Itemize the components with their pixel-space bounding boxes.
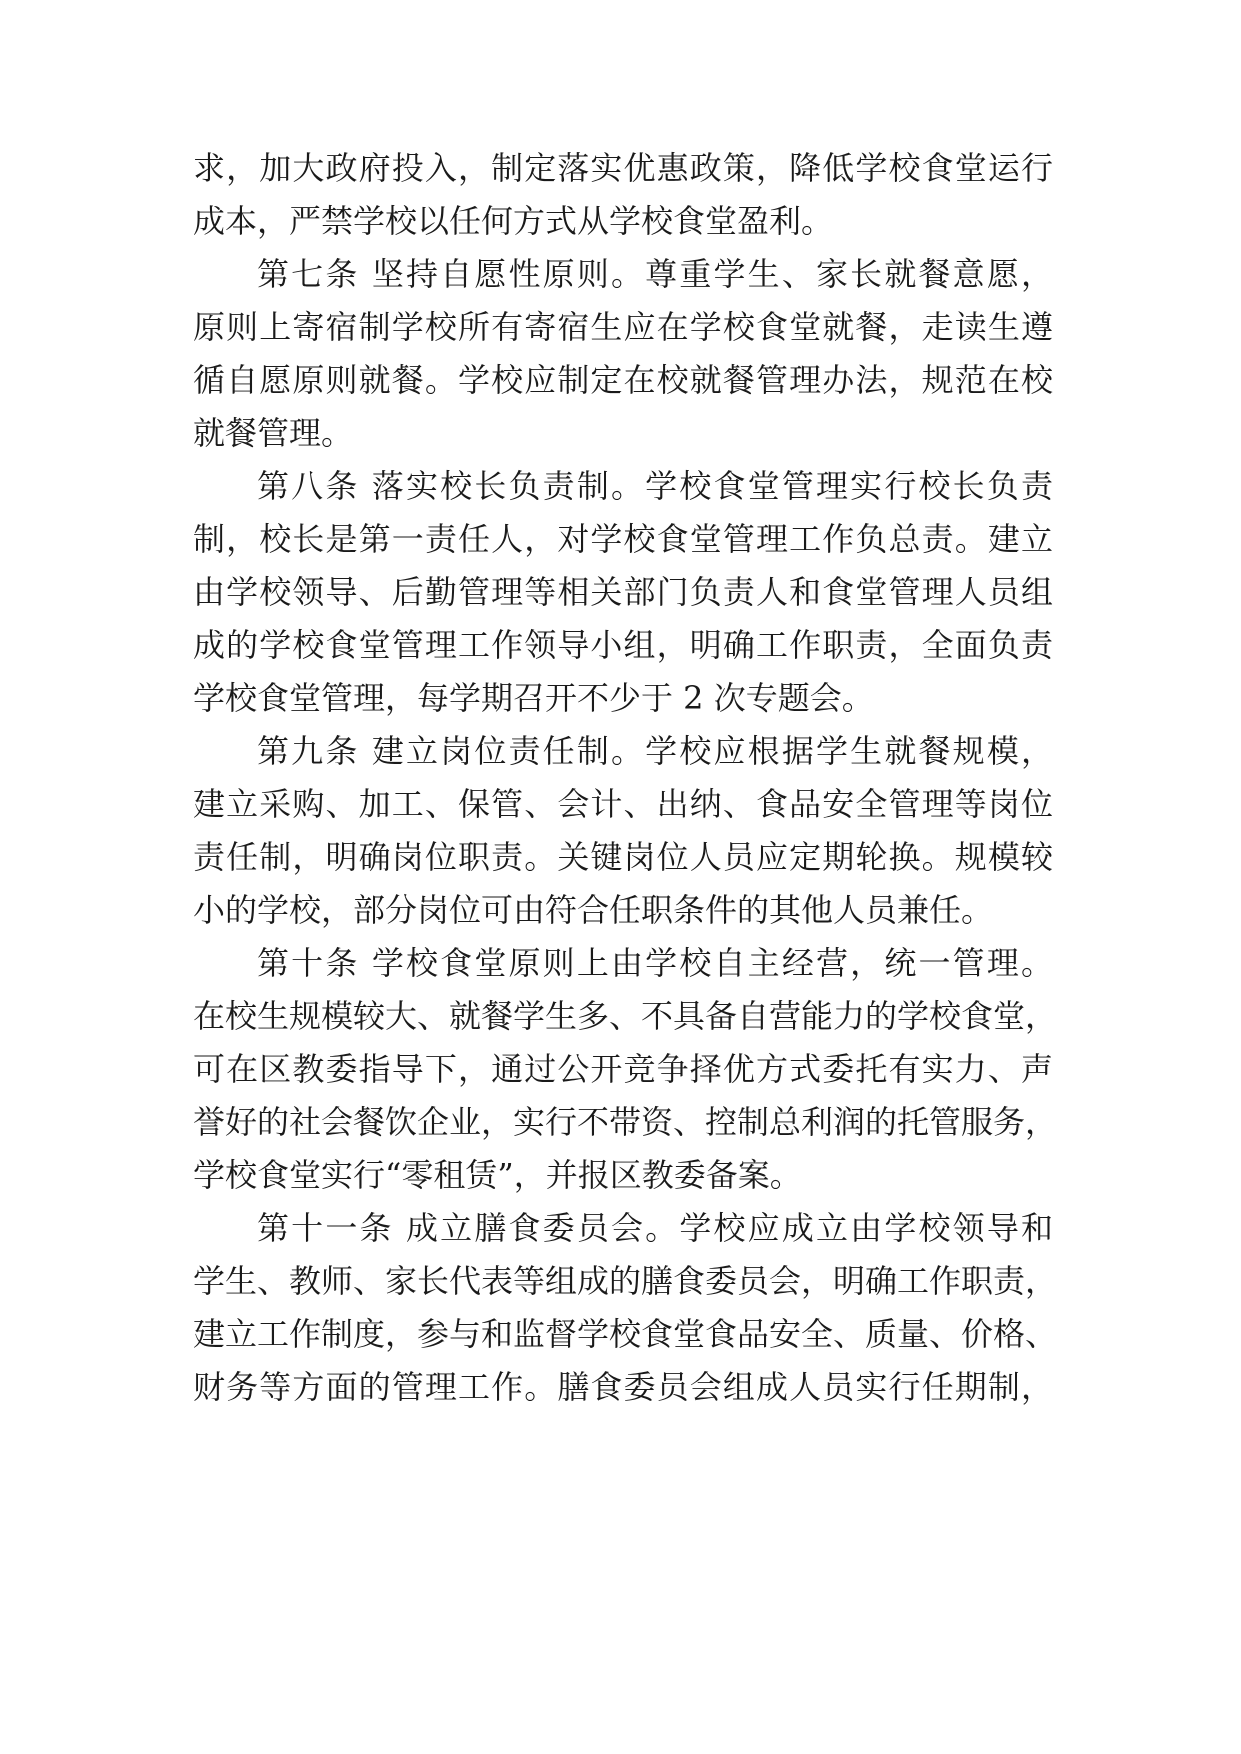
- text-line: 建立采购、加工、保管、会计、出纳、食品安全管理等岗位: [193, 785, 1053, 823]
- text-line: 成本，严禁学校以任何方式从学校食堂盈利。: [193, 202, 834, 240]
- text-line: 学生、教师、家长代表等组成的膳食委员会，明确工作职责，: [193, 1262, 1058, 1300]
- text-line: 循自愿原则就餐。学校应制定在校就餐管理办法，规范在校: [193, 361, 1053, 399]
- text-line: 由学校领导、后勤管理等相关部门负责人和食堂管理人员组: [193, 573, 1053, 611]
- text-line: 学校食堂实行“零租赁”，并报区教委备案。: [193, 1156, 802, 1194]
- text-line: 小的学校，部分岗位可由符合任职条件的其他人员兼任。: [193, 891, 994, 929]
- text-line: 责任制，明确岗位职责。关键岗位人员应定期轮换。规模较: [193, 838, 1053, 876]
- article-11-heading-line: 第十一条 成立膳食委员会。学校应成立由学校领导和: [257, 1209, 1053, 1247]
- text-line: 成的学校食堂管理工作领导小组，明确工作职责，全面负责: [193, 626, 1053, 664]
- article-10-heading-line: 第十条 学校食堂原则上由学校自主经营，统一管理。: [257, 944, 1053, 982]
- article-8-heading-line: 第八条 落实校长负责制。学校食堂管理实行校长负责: [257, 467, 1053, 505]
- text-line: 学校食堂管理，每学期召开不少于 2 次专题会。: [193, 679, 874, 717]
- text-line: 原则上寄宿制学校所有寄宿生应在学校食堂就餐，走读生遵: [193, 308, 1053, 346]
- text-line: 制，校长是第一责任人，对学校食堂管理工作负总责。建立: [193, 520, 1053, 558]
- text-line: 誉好的社会餐饮企业，实行不带资、控制总利润的托管服务，: [193, 1103, 1058, 1141]
- article-9-heading-line: 第九条 建立岗位责任制。学校应根据学生就餐规模，: [257, 732, 1053, 770]
- text-line: 建立工作制度，参与和监督学校食堂食品安全、质量、价格、: [193, 1315, 1058, 1353]
- text-line: 就餐管理。: [193, 414, 354, 452]
- article-7-heading-line: 第七条 坚持自愿性原则。尊重学生、家长就餐意愿，: [257, 255, 1053, 293]
- text-line: 可在区教委指导下，通过公开竞争择优方式委托有实力、声: [193, 1050, 1053, 1088]
- text-line: 求，加大政府投入，制定落实优惠政策，降低学校食堂运行: [193, 149, 1053, 187]
- text-line: 在校生规模较大、就餐学生多、不具备自营能力的学校食堂，: [193, 997, 1058, 1035]
- text-line: 财务等方面的管理工作。膳食委员会组成人员实行任期制，: [193, 1368, 1053, 1406]
